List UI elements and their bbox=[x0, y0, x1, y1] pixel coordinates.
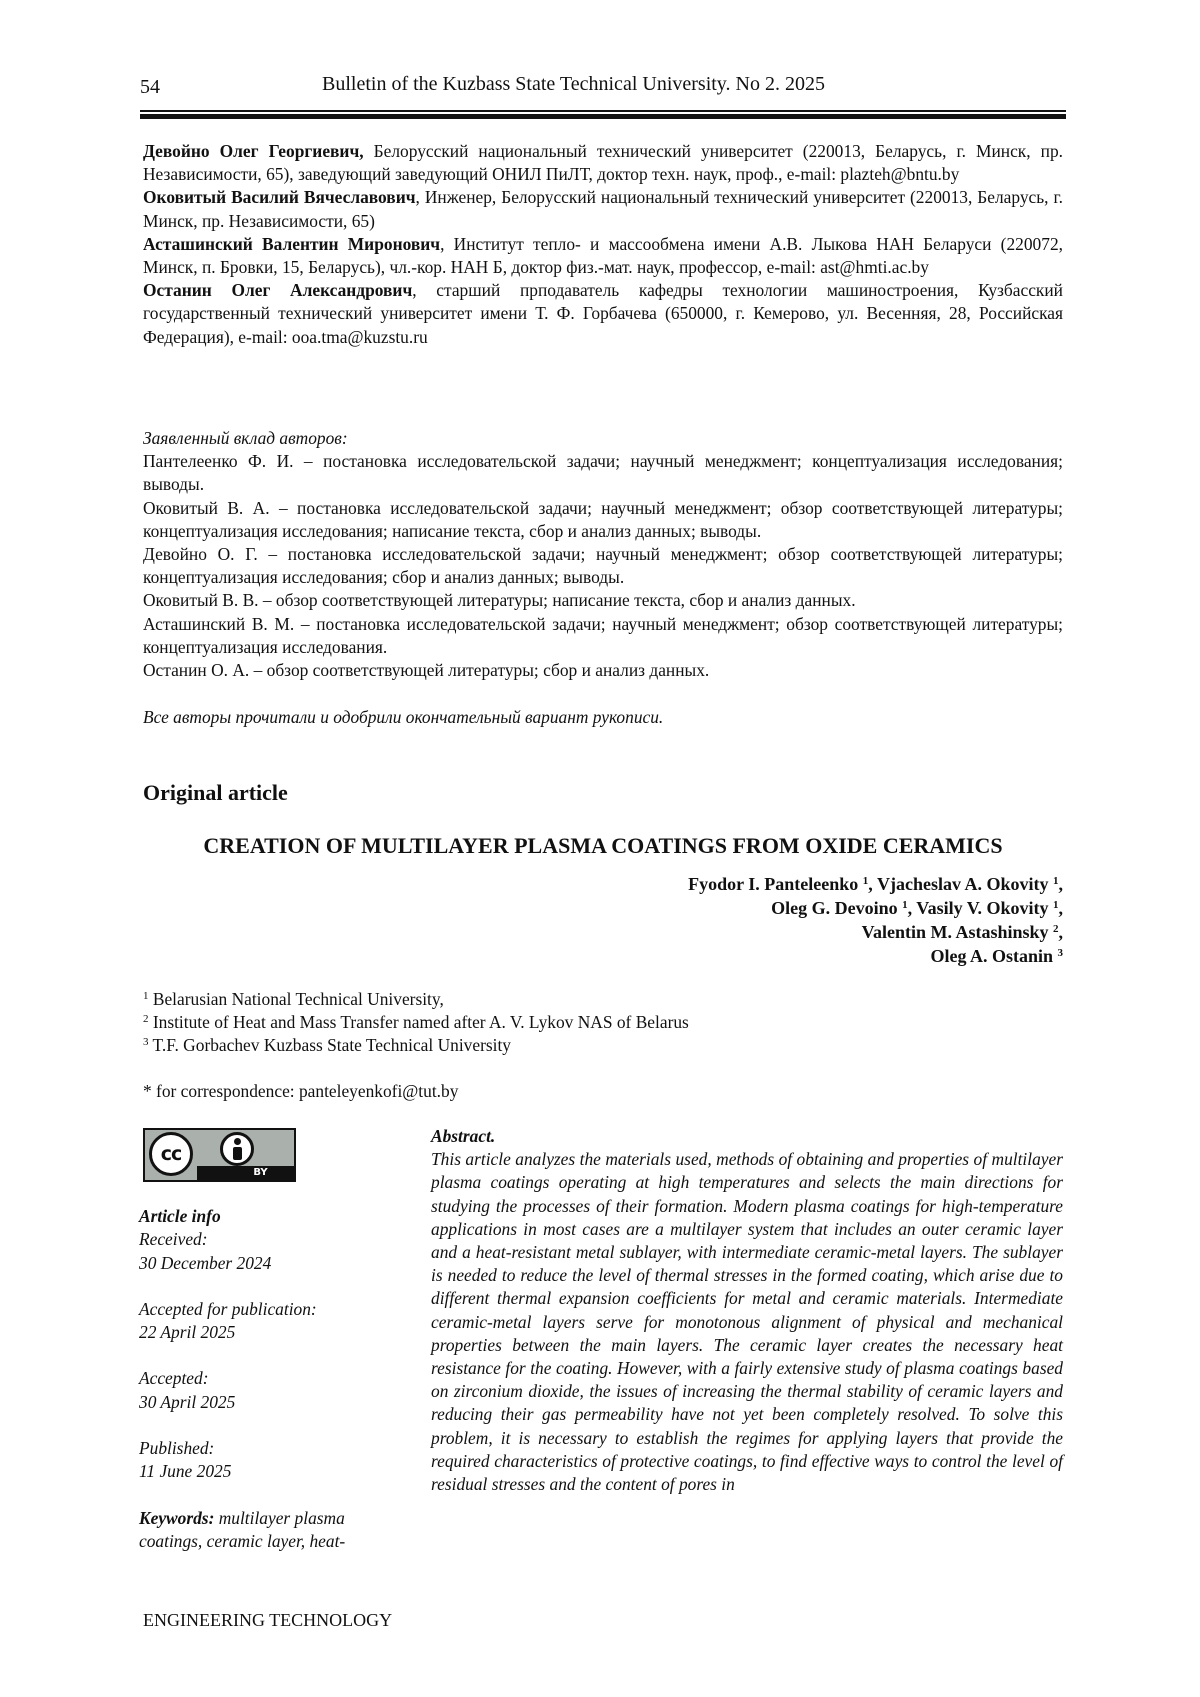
author-bio bbox=[143, 140, 1063, 186]
header-rule-thin bbox=[140, 110, 1066, 112]
author-bio bbox=[143, 186, 1063, 232]
accepted-publication-label: Accepted for publication: bbox=[139, 1298, 317, 1319]
author-bio-text: , Институт тепло- и массообмена имени А.В. Лыкова НАН Беларуси (220072, Минск, п. Бровки, 15, Беларусь), чл.-кор. НАН Б, доктор физ.-мат. наук, профессор, e-mail: ast@hmti.ac.by bbox=[143, 233, 1063, 278]
abstract bbox=[431, 1125, 1063, 1496]
section-footer: ENGINEERING TECHNOLOGY bbox=[143, 1610, 393, 1630]
accepted-label: Accepted: bbox=[139, 1368, 209, 1389]
keywords-text: multilayer plasma coatings, ceramic layer, heat- bbox=[139, 1507, 346, 1551]
contribution-item: Оковитый В. А. – постановка исследовательской задачи; научный менеджмент; обзор соответствующей литературы; концептуализация исследования; написание текста, сбор и анализ данных; выводы. bbox=[143, 497, 1063, 541]
contribution-item: Асташинский В. М. – постановка исследовательской задачи; научный менеджмент; обзор соответствующей литературы; концептуализация исследования. bbox=[143, 613, 1063, 657]
author-bio-name: Девойно Олег Георгиевич, bbox=[143, 141, 364, 161]
author-affil-mark: 1 bbox=[902, 899, 908, 911]
author-affil-mark: 2 bbox=[1053, 923, 1059, 935]
author-bio bbox=[143, 233, 1063, 279]
article-info bbox=[139, 1205, 389, 1553]
author-list: Fyodor I. Panteleenko $^1$, Vjacheslav A. Okovity $^1$, Oleg G. Devoino $^1$, Vasily V. Okovity $^1$, Valentin M. Astashinsky $^2$, Oleg A. Ostanin $^3$ bbox=[688, 874, 1063, 966]
affiliation-line: $^2$ Institute of Heat and Mass Transfer named after A. V. Lykov NAS of Belarus bbox=[143, 1012, 689, 1032]
author-affil-mark: 1 bbox=[1053, 875, 1059, 887]
author-name: Valentin M. Astashinsky bbox=[861, 922, 1053, 942]
accepted-date: 30 April 2025 bbox=[139, 1391, 236, 1412]
keywords-label: Keywords: bbox=[139, 1507, 215, 1528]
abstract-heading: Abstract. bbox=[431, 1126, 496, 1146]
author-name: Fyodor I. Panteleenko bbox=[688, 874, 863, 894]
author-bio bbox=[143, 279, 1063, 349]
approval-note: Все авторы прочитали и одобрили окончательный вариант рукописи. bbox=[143, 707, 664, 727]
article-title: CREATION OF MULTILAYER PLASMA COATINGS FROM OXIDE CERAMICS bbox=[203, 833, 1003, 858]
accepted-publication-date: 22 April 2025 bbox=[139, 1322, 236, 1343]
affiliation-line: $^1$ Belarusian National Technical University, bbox=[143, 989, 444, 1009]
cc-icon: cc bbox=[149, 1132, 193, 1176]
received-date: 30 December 2024 bbox=[139, 1252, 272, 1273]
affiliations bbox=[143, 988, 689, 1057]
article-type-label: Original article bbox=[143, 780, 288, 805]
author-bio-name: Оковитый Василий Вячеславович bbox=[143, 187, 416, 208]
author-name: Oleg A. Ostanin bbox=[930, 946, 1058, 966]
received-label: Received: bbox=[139, 1229, 208, 1250]
author-bio-text: , Инженер, Белорусский национальный технический университет (220013, Беларусь, г. Минск, пр. Независимости, 65) bbox=[143, 187, 1063, 231]
journal-title: Bulletin of the Kuzbass State Technical University. No 2. 2025 bbox=[322, 73, 825, 95]
page-number: 54 bbox=[140, 76, 160, 98]
contribution-item: Пантелеенко Ф. И. – постановка исследовательской задачи; научный менеджмент; концептуализация исследования; выводы. bbox=[143, 451, 1063, 495]
author-affil-mark: 1 bbox=[1053, 899, 1059, 911]
affiliation-line: $^3$ T.F. Gorbachev Kuzbass State Technical University bbox=[143, 1035, 512, 1055]
attribution-person-icon bbox=[220, 1132, 254, 1166]
author-affil-mark: 1 bbox=[862, 875, 869, 887]
author-bio-name: Асташинский Валентин Миронович bbox=[143, 233, 441, 254]
keywords bbox=[139, 1507, 389, 1554]
author-name: Vjacheslav A. Okovity bbox=[876, 874, 1053, 894]
abstract-text: This article analyzes the materials used, methods of obtaining and properties of multilayer plasma coatings operating at high temperatures and selects the main directions for studying the processes of their formation. Modern plasma coatings for high-temperature applications in most cases are a multilayer system that includes an outer ceramic layer and a heat-resistant metal sublayer, with intermediate ceramic-metal layers. The sublayer is needed to reduce the level of thermal stresses in the formed coating, which arise due to different thermal expansion coefficients for metal and ceramic materials. Intermediate ceramic-metal layers serve for monotonous alignment of physical and mechanical properties between the main layers. The ceramic layer creates the necessary heat resistance for the coating. However, with a fairly extensive study of plasma coatings based on zirconium dioxide, the issues of increasing the thermal stability of ceramic layers and reducing their gas permeability have not yet been completely resolved. To solve this problem, it is necessary to establish the regimes for applying layers that provide the required characteristics of protective coatings, to find effective ways to control the level of residual stresses and the content of pores in bbox=[431, 1149, 1063, 1495]
header-rule-thick bbox=[140, 114, 1066, 119]
author-bio-text: Белорусский национальный технический университет (220013, Беларусь, г. Минск, пр. Независимости, 65), заведующий заведующий ОНИЛ ПиЛТ, доктор техн. наук, проф., e-mail: plazteh@bntu.by bbox=[143, 141, 1063, 185]
author-bios bbox=[143, 140, 1063, 349]
contribution-item: Останин О. А. – обзор соответствующей литературы; сбор и анализ данных. bbox=[143, 660, 710, 681]
published-label: Published: bbox=[139, 1438, 215, 1459]
author-name: Oleg G. Devoino bbox=[771, 898, 903, 918]
contribution-item: Оковитый В. В. – обзор соответствующей литературы; написание текста, сбор и анализ данных. bbox=[143, 590, 856, 611]
published-date: 11 June 2025 bbox=[139, 1461, 232, 1482]
contributions-heading: Заявленный вклад авторов: bbox=[143, 428, 348, 448]
author-affil-mark: 3 bbox=[1057, 947, 1063, 959]
by-label: BY bbox=[197, 1166, 294, 1180]
contribution-item: Девойно О. Г. – постановка исследовательской задачи; научный менеджмент; обзор соответствующей литературы; концептуализация исследования; сбор и анализ данных; выводы. bbox=[143, 544, 1063, 588]
author-bio-text: , старший прподаватель кафедры технологии машиностроения, Кузбасский государственный технический университет имени Т. Ф. Горбачева (650000, г. Кемерово, ул. Весенняя, 28, Российская Федерация), e-mail: ooa.tma@kuzstu.ru bbox=[143, 280, 1063, 347]
cc-by-license-badge[interactable] bbox=[143, 1128, 296, 1182]
correspondence-line: * for correspondence: panteleyenkofi@tut.by bbox=[143, 1081, 459, 1101]
author-bio-name: Останин Олег Александрович bbox=[143, 280, 413, 301]
author-name: Vasily V. Okovity bbox=[916, 898, 1053, 918]
contributions bbox=[143, 427, 1063, 682]
article-info-heading: Article info bbox=[139, 1206, 221, 1226]
